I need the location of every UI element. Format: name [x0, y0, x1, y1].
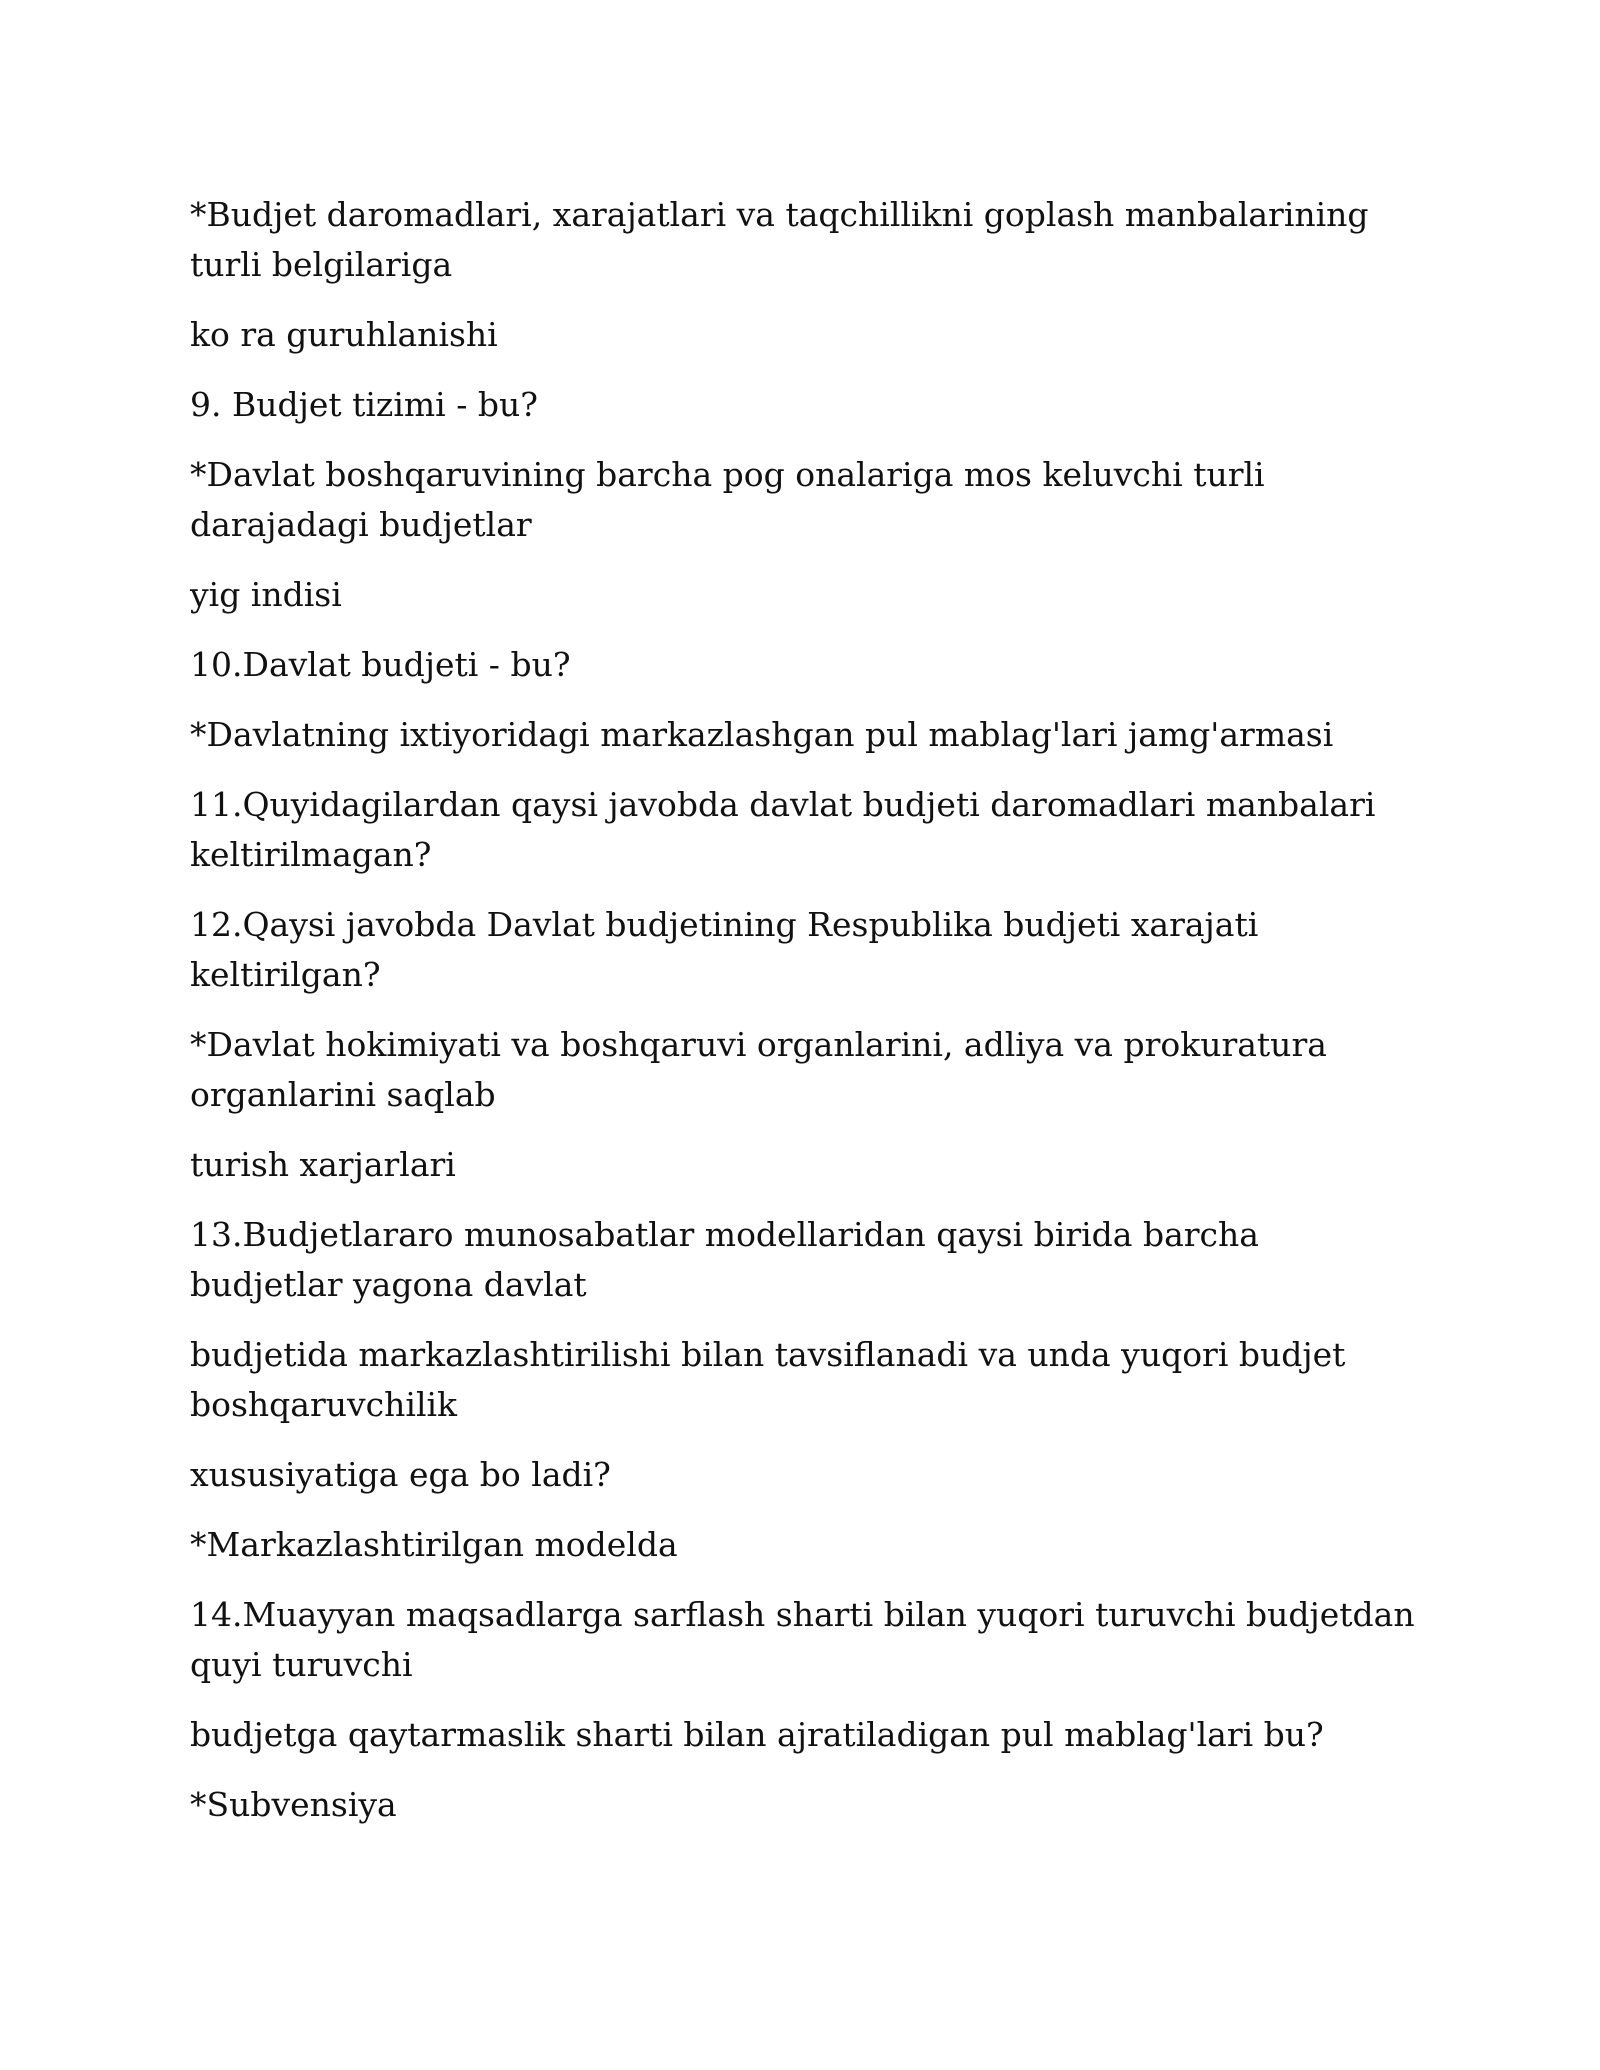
question-line: 11.Quyidagilardan qaysi javobda davlat budjeti daromadlari manbalari keltirilmagan? — [190, 785, 1376, 874]
answer-line: turish xarjarlari — [190, 1145, 456, 1184]
answer-line: ko ra guruhlanishi — [190, 315, 498, 354]
answer-line: *Davlat hokimiyati va boshqaruvi organlarini, adliya va prokuratura organlarini saqlab — [190, 1025, 1327, 1114]
answer-line: *Subvensiya — [190, 1785, 397, 1824]
answer-line: *Budjet daromadlari, xarajatlari va taqchillikni goplash manbalarining turli belgilariga — [190, 195, 1369, 284]
answer-line: *Davlat boshqaruvining barcha pog onalariga mos keluvchi turli darajadagi budjetlar — [190, 455, 1265, 544]
question-line: 10.Davlat budjeti - bu? — [190, 645, 571, 684]
question-line: 13.Budjetlararo munosabatlar modellaridan qaysi birida barcha budjetlar yagona davlat — [190, 1215, 1259, 1304]
answer-line: yig indisi — [190, 575, 342, 614]
question-line: 14.Muayyan maqsadlarga sarflash sharti bilan yuqori turuvchi budjetdan quyi turuvchi — [190, 1595, 1415, 1684]
answer-line: *Markazlashtirilgan modelda — [190, 1525, 678, 1564]
question-line: budjetida markazlashtirilishi bilan tavsiflanadi va unda yuqori budjet boshqaruvchilik — [190, 1335, 1346, 1424]
document-body — [190, 190, 1420, 1850]
question-line: budjetga qaytarmaslik sharti bilan ajratiladigan pul mablag'lari bu? — [190, 1715, 1324, 1754]
answer-line: *Davlatning ixtiyoridagi markazlashgan pul mablag'lari jamg'armasi — [190, 715, 1334, 754]
question-line: 12.Qaysi javobda Davlat budjetining Respublika budjeti xarajati keltirilgan? — [190, 905, 1259, 994]
question-line: xususiyatiga ega bo ladi? — [190, 1455, 611, 1494]
question-line: 9. Budjet tizimi - bu? — [190, 385, 538, 424]
